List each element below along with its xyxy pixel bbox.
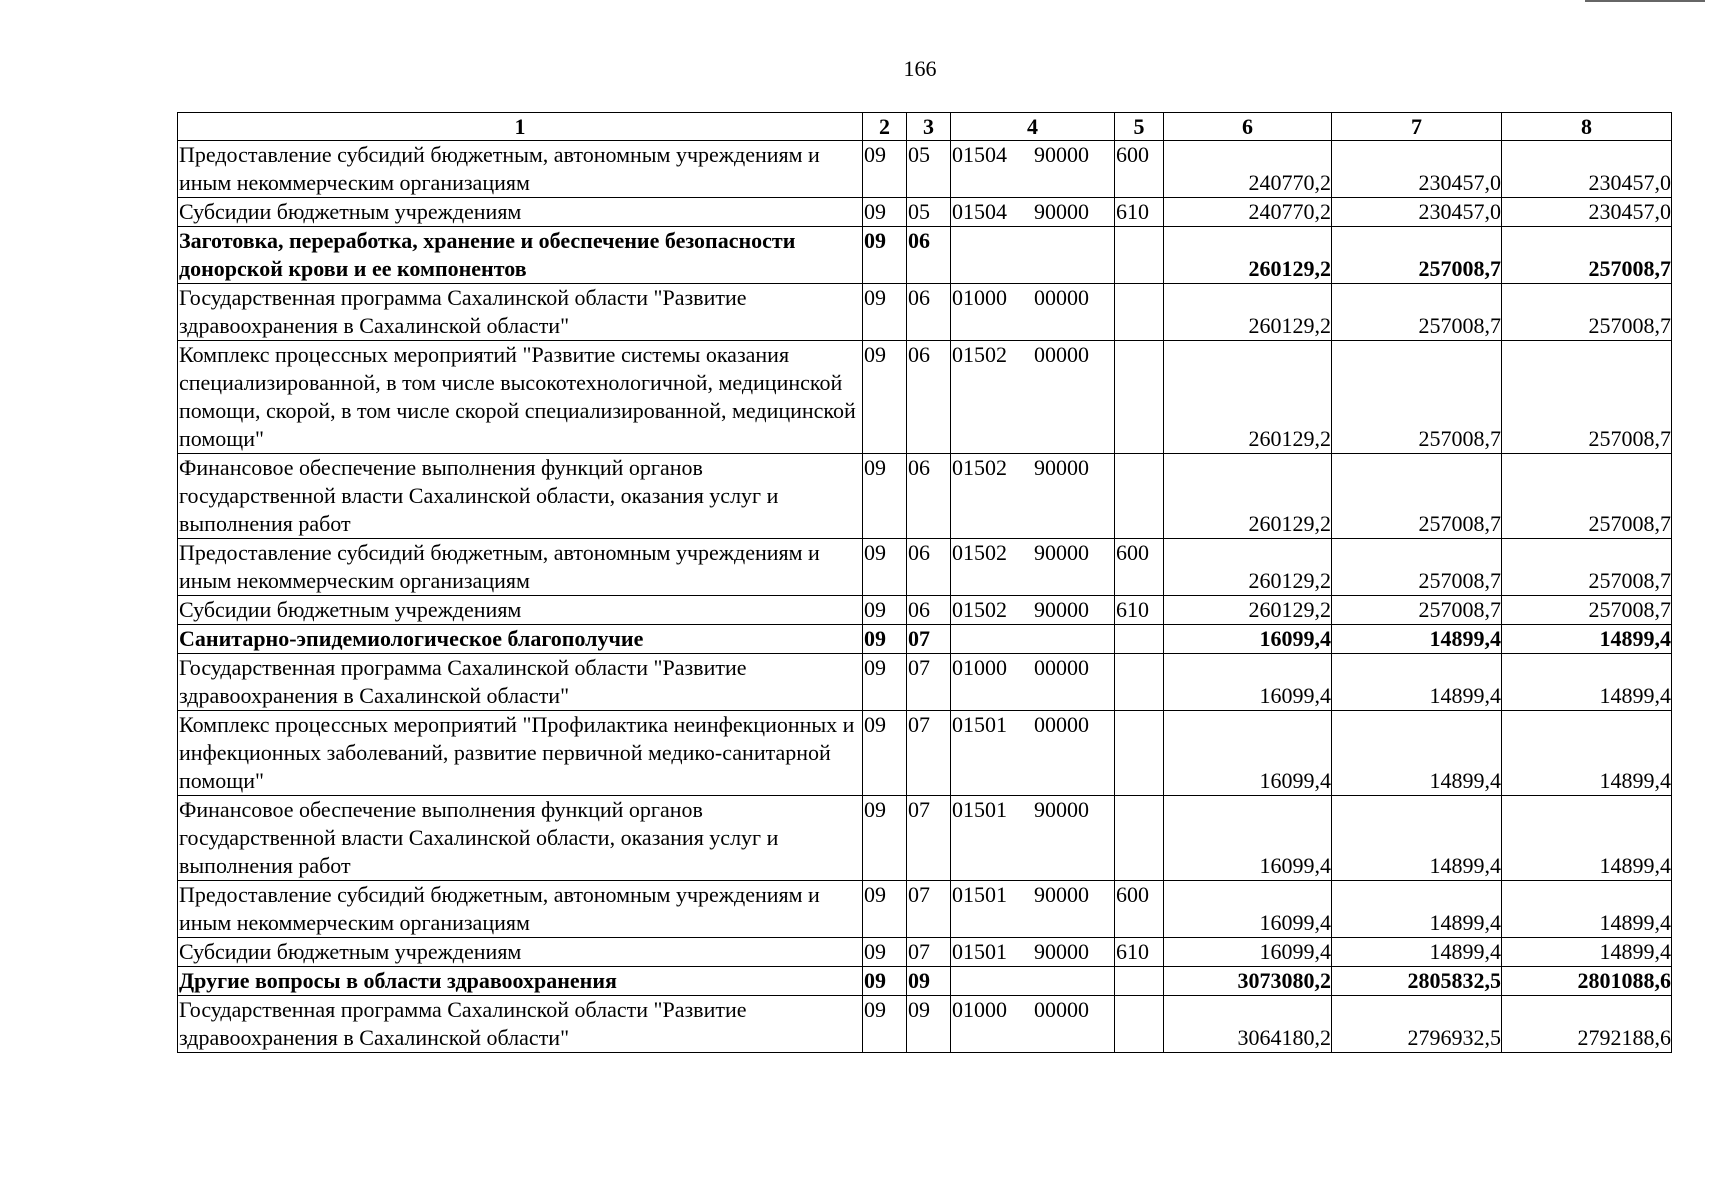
amount-col7-cell: 2796932,5	[1332, 996, 1502, 1053]
amount-col6-cell: 240770,2	[1164, 141, 1332, 198]
subsection-code-cell: 07	[907, 881, 951, 938]
amount-col7-cell: 14899,4	[1332, 625, 1502, 654]
section-code-cell: 09	[863, 341, 907, 454]
program-code: 01000	[952, 655, 1007, 680]
section-code-cell: 09	[863, 625, 907, 654]
section-code-cell: 09	[863, 596, 907, 625]
scan-edge-mark	[1585, 0, 1705, 2]
row-name-cell: Государственная программа Сахалинской области "Развитие здравоохранения в Сахалинской области"	[178, 654, 863, 711]
amount-col8-cell: 257008,7	[1502, 284, 1672, 341]
amount-col8-cell: 14899,4	[1502, 625, 1672, 654]
amount-col7-cell: 257008,7	[1332, 539, 1502, 596]
amount-col8-cell: 14899,4	[1502, 711, 1672, 796]
table-row	[178, 881, 1672, 938]
subsection-code-cell: 09	[907, 967, 951, 996]
direction-code: 90000	[1034, 797, 1089, 822]
amount-col8-cell: 230457,0	[1502, 141, 1672, 198]
row-name-cell: Заготовка, переработка, хранение и обеспечение безопасности донорской крови и ее компонентов	[178, 227, 863, 284]
direction-code: 00000	[1034, 342, 1089, 367]
subsection-code-cell: 07	[907, 711, 951, 796]
target-article-cell	[951, 996, 1115, 1053]
header-cell: 5	[1115, 113, 1164, 141]
subsection-code-cell: 06	[907, 227, 951, 284]
program-code: 01501	[952, 939, 1007, 964]
target-article-cell	[951, 284, 1115, 341]
subsection-code-cell: 06	[907, 284, 951, 341]
expense-type-cell: 610	[1115, 938, 1164, 967]
program-code: 01000	[952, 997, 1007, 1022]
subsection-code-cell: 06	[907, 454, 951, 539]
program-code: 01000	[952, 285, 1007, 310]
table-row	[178, 454, 1672, 539]
amount-col7-cell: 257008,7	[1332, 284, 1502, 341]
target-article-cell	[951, 881, 1115, 938]
amount-col8-cell: 2801088,6	[1502, 967, 1672, 996]
amount-col7-cell: 230457,0	[1332, 141, 1502, 198]
table-row	[178, 711, 1672, 796]
section-code-cell: 09	[863, 539, 907, 596]
table-row	[178, 596, 1672, 625]
amount-col7-cell: 257008,7	[1332, 341, 1502, 454]
table-row	[178, 967, 1672, 996]
page-number: 166	[903, 56, 937, 81]
amount-col8-cell: 257008,7	[1502, 539, 1672, 596]
amount-col8-cell: 257008,7	[1502, 227, 1672, 284]
amount-col6-cell: 16099,4	[1164, 881, 1332, 938]
header-cell: 6	[1164, 113, 1332, 141]
section-code-cell: 09	[863, 996, 907, 1053]
section-code-cell: 09	[863, 881, 907, 938]
program-code: 01504	[952, 199, 1007, 224]
target-article-cell	[951, 654, 1115, 711]
header-cell: 4	[951, 113, 1115, 141]
row-name-cell: Предоставление субсидий бюджетным, автономным учреждениям и иным некоммерческим организациям	[178, 539, 863, 596]
direction-code: 90000	[1034, 597, 1089, 622]
direction-code: 90000	[1034, 455, 1089, 480]
section-code-cell: 09	[863, 796, 907, 881]
amount-col8-cell: 14899,4	[1502, 938, 1672, 967]
expense-type-cell: 600	[1115, 539, 1164, 596]
target-article-cell	[951, 625, 1115, 654]
expense-type-cell	[1115, 454, 1164, 539]
row-name-cell: Комплекс процессных мероприятий "Развитие системы оказания специализированной, в том числе высокотехнологичной, медицинской помощи, скорой, в том числе скорой специализированной, медицинской помощи"	[178, 341, 863, 454]
header-cell: 2	[863, 113, 907, 141]
amount-col8-cell: 14899,4	[1502, 881, 1672, 938]
table-row	[178, 996, 1672, 1053]
amount-col6-cell: 260129,2	[1164, 596, 1332, 625]
target-article-cell	[951, 938, 1115, 967]
row-name-cell: Субсидии бюджетным учреждениям	[178, 596, 863, 625]
target-article-cell	[951, 967, 1115, 996]
direction-code: 00000	[1034, 997, 1089, 1022]
budget-table	[177, 112, 1672, 1053]
expense-type-cell: 610	[1115, 198, 1164, 227]
direction-code: 90000	[1034, 142, 1089, 167]
section-code-cell: 09	[863, 711, 907, 796]
table-row	[178, 198, 1672, 227]
amount-col8-cell: 257008,7	[1502, 596, 1672, 625]
target-article-cell	[951, 227, 1115, 284]
row-name-cell: Субсидии бюджетным учреждениям	[178, 198, 863, 227]
target-article-cell	[951, 539, 1115, 596]
header-cell: 7	[1332, 113, 1502, 141]
amount-col6-cell: 3073080,2	[1164, 967, 1332, 996]
section-code-cell: 09	[863, 454, 907, 539]
table-row	[178, 341, 1672, 454]
direction-code: 90000	[1034, 540, 1089, 565]
amount-col7-cell: 14899,4	[1332, 711, 1502, 796]
amount-col6-cell: 16099,4	[1164, 654, 1332, 711]
expense-type-cell	[1115, 654, 1164, 711]
program-code: 01502	[952, 455, 1007, 480]
subsection-code-cell: 05	[907, 198, 951, 227]
amount-col6-cell: 260129,2	[1164, 227, 1332, 284]
amount-col7-cell: 257008,7	[1332, 454, 1502, 539]
section-code-cell: 09	[863, 141, 907, 198]
table-row	[178, 796, 1672, 881]
amount-col8-cell: 257008,7	[1502, 454, 1672, 539]
header-cell: 8	[1502, 113, 1672, 141]
subsection-code-cell: 07	[907, 938, 951, 967]
row-name-cell: Государственная программа Сахалинской области "Развитие здравоохранения в Сахалинской области"	[178, 996, 863, 1053]
amount-col8-cell: 2792188,6	[1502, 996, 1672, 1053]
amount-col8-cell: 230457,0	[1502, 198, 1672, 227]
amount-col6-cell: 260129,2	[1164, 454, 1332, 539]
section-code-cell: 09	[863, 938, 907, 967]
section-code-cell: 09	[863, 198, 907, 227]
table-row	[178, 654, 1672, 711]
expense-type-cell: 600	[1115, 141, 1164, 198]
target-article-cell	[951, 341, 1115, 454]
expense-type-cell: 610	[1115, 596, 1164, 625]
target-article-cell	[951, 596, 1115, 625]
expense-type-cell	[1115, 967, 1164, 996]
expense-type-cell	[1115, 341, 1164, 454]
amount-col6-cell: 260129,2	[1164, 539, 1332, 596]
direction-code: 00000	[1034, 285, 1089, 310]
expense-type-cell	[1115, 711, 1164, 796]
amount-col7-cell: 257008,7	[1332, 596, 1502, 625]
amount-col7-cell: 14899,4	[1332, 881, 1502, 938]
section-code-cell: 09	[863, 967, 907, 996]
target-article-cell	[951, 141, 1115, 198]
amount-col6-cell: 16099,4	[1164, 938, 1332, 967]
expense-type-cell	[1115, 996, 1164, 1053]
subsection-code-cell: 07	[907, 796, 951, 881]
amount-col7-cell: 2805832,5	[1332, 967, 1502, 996]
program-code: 01502	[952, 597, 1007, 622]
expense-type-cell	[1115, 284, 1164, 341]
row-name-cell: Комплекс процессных мероприятий "Профилактика неинфекционных и инфекционных заболеваний, развитие первичной медико-санитарной помощи"	[178, 711, 863, 796]
subsection-code-cell: 06	[907, 539, 951, 596]
amount-col6-cell: 240770,2	[1164, 198, 1332, 227]
program-code: 01501	[952, 797, 1007, 822]
program-code: 01502	[952, 342, 1007, 367]
subsection-code-cell: 07	[907, 654, 951, 711]
program-code: 01501	[952, 712, 1007, 737]
row-name-cell: Финансовое обеспечение выполнения функций органов государственной власти Сахалинской области, оказания услуг и выполнения работ	[178, 796, 863, 881]
section-code-cell: 09	[863, 654, 907, 711]
table-row	[178, 625, 1672, 654]
expense-type-cell	[1115, 227, 1164, 284]
subsection-code-cell: 05	[907, 141, 951, 198]
subsection-code-cell: 07	[907, 625, 951, 654]
direction-code: 90000	[1034, 882, 1089, 907]
table-row	[178, 938, 1672, 967]
row-name-cell: Финансовое обеспечение выполнения функций органов государственной власти Сахалинской области, оказания услуг и выполнения работ	[178, 454, 863, 539]
subsection-code-cell: 06	[907, 341, 951, 454]
row-name-cell: Другие вопросы в области здравоохранения	[178, 967, 863, 996]
header-cell: 1	[178, 113, 863, 141]
row-name-cell: Государственная программа Сахалинской области "Развитие здравоохранения в Сахалинской области"	[178, 284, 863, 341]
header-cell: 3	[907, 113, 951, 141]
table-row	[178, 227, 1672, 284]
table-row	[178, 539, 1672, 596]
amount-col8-cell: 14899,4	[1502, 796, 1672, 881]
subsection-code-cell: 06	[907, 596, 951, 625]
direction-code: 90000	[1034, 939, 1089, 964]
amount-col6-cell: 16099,4	[1164, 711, 1332, 796]
program-code: 01502	[952, 540, 1007, 565]
section-code-cell: 09	[863, 227, 907, 284]
target-article-cell	[951, 796, 1115, 881]
row-name-cell: Предоставление субсидий бюджетным, автономным учреждениям и иным некоммерческим организациям	[178, 881, 863, 938]
header-row	[178, 113, 1672, 141]
amount-col6-cell: 16099,4	[1164, 796, 1332, 881]
program-code: 01501	[952, 882, 1007, 907]
program-code: 01504	[952, 142, 1007, 167]
direction-code: 90000	[1034, 199, 1089, 224]
amount-col7-cell: 257008,7	[1332, 227, 1502, 284]
expense-type-cell	[1115, 796, 1164, 881]
subsection-code-cell: 09	[907, 996, 951, 1053]
expense-type-cell	[1115, 625, 1164, 654]
amount-col7-cell: 14899,4	[1332, 654, 1502, 711]
target-article-cell	[951, 454, 1115, 539]
direction-code: 00000	[1034, 712, 1089, 737]
amount-col7-cell: 14899,4	[1332, 938, 1502, 967]
section-code-cell: 09	[863, 284, 907, 341]
row-name-cell: Санитарно-эпидемиологическое благополучие	[178, 625, 863, 654]
direction-code: 00000	[1034, 655, 1089, 680]
amount-col6-cell: 16099,4	[1164, 625, 1332, 654]
amount-col7-cell: 14899,4	[1332, 796, 1502, 881]
amount-col8-cell: 14899,4	[1502, 654, 1672, 711]
amount-col8-cell: 257008,7	[1502, 341, 1672, 454]
amount-col7-cell: 230457,0	[1332, 198, 1502, 227]
target-article-cell	[951, 711, 1115, 796]
target-article-cell	[951, 198, 1115, 227]
amount-col6-cell: 260129,2	[1164, 341, 1332, 454]
amount-col6-cell: 260129,2	[1164, 284, 1332, 341]
expense-type-cell: 600	[1115, 881, 1164, 938]
table-row	[178, 284, 1672, 341]
row-name-cell: Субсидии бюджетным учреждениям	[178, 938, 863, 967]
amount-col6-cell: 3064180,2	[1164, 996, 1332, 1053]
table-row	[178, 141, 1672, 198]
row-name-cell: Предоставление субсидий бюджетным, автономным учреждениям и иным некоммерческим организациям	[178, 141, 863, 198]
